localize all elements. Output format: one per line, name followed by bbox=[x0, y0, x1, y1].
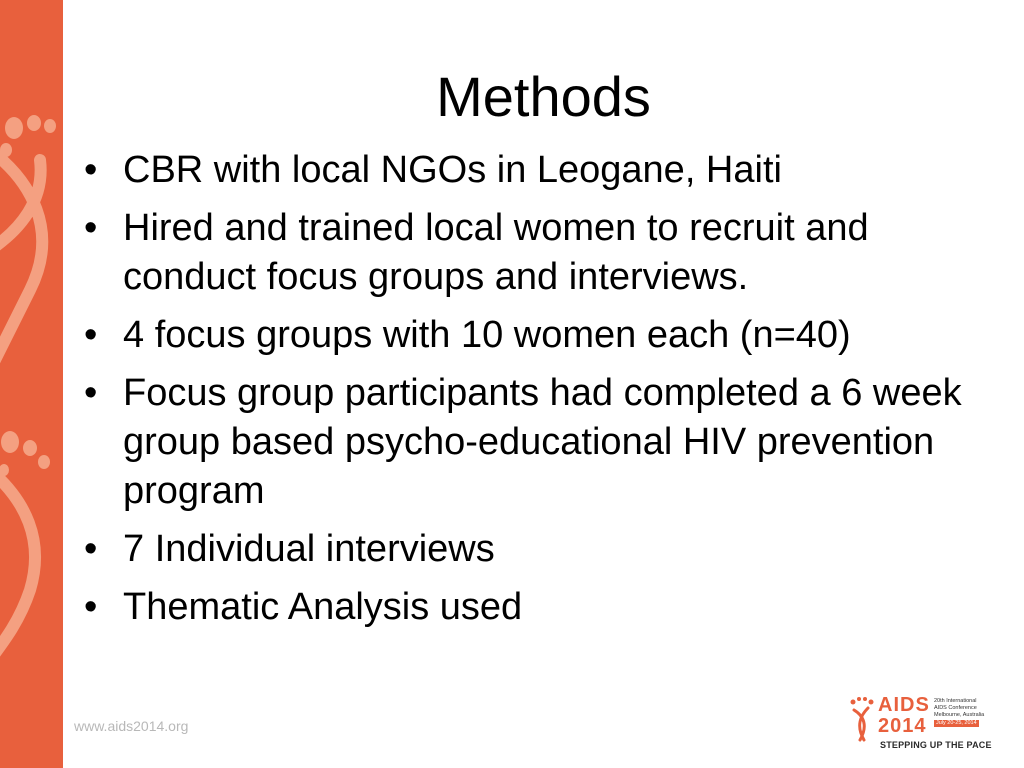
footer-url[interactable]: www.aids2014.org bbox=[74, 718, 189, 734]
logo-info-line: 20th International bbox=[934, 698, 977, 704]
logo-info bbox=[934, 698, 998, 727]
logo-date: July 20-25, 2014 bbox=[936, 720, 977, 726]
bullet-list bbox=[84, 146, 984, 641]
bullet-marker: • bbox=[84, 314, 98, 356]
bullet-text: Thematic Analysis used bbox=[123, 586, 523, 628]
logo-info-line: Melbourne, Australia bbox=[934, 712, 985, 718]
logo-info-line: AIDS Conference bbox=[934, 705, 977, 711]
bullet-item bbox=[84, 311, 984, 360]
bullet-marker: • bbox=[84, 207, 98, 249]
logo-name: AIDS bbox=[878, 694, 930, 716]
bullet-marker: • bbox=[84, 528, 98, 570]
bullet-marker: • bbox=[84, 149, 98, 191]
bullet-text: CBR with local NGOs in Leogane, Haiti bbox=[123, 149, 782, 191]
bullet-item bbox=[84, 146, 984, 195]
bullet-text: 7 Individual interviews bbox=[123, 528, 495, 570]
bullet-text: Focus group participants had completed a 6 week group based psycho-educational HIV prevention program bbox=[123, 372, 962, 512]
footprint-ribbon-icon bbox=[0, 0, 63, 768]
slide-title: Methods bbox=[436, 65, 651, 128]
bullet-text: Hired and trained local women to recruit and conduct focus groups and interviews. bbox=[123, 207, 869, 298]
logo-tagline: STEPPING UP THE PACE bbox=[880, 740, 992, 750]
bullet-item bbox=[84, 583, 984, 632]
footprint-ribbon-icon bbox=[848, 696, 876, 742]
decorative-side-band bbox=[0, 0, 63, 768]
bullet-item bbox=[84, 204, 984, 302]
bullet-marker: • bbox=[84, 372, 98, 414]
bullet-marker: • bbox=[84, 586, 98, 628]
bullet-item bbox=[84, 369, 984, 516]
conference-logo bbox=[848, 696, 998, 754]
bullet-text: 4 focus groups with 10 women each (n=40) bbox=[123, 314, 851, 356]
logo-year: 2014 bbox=[878, 715, 927, 737]
bullet-item bbox=[84, 525, 984, 574]
